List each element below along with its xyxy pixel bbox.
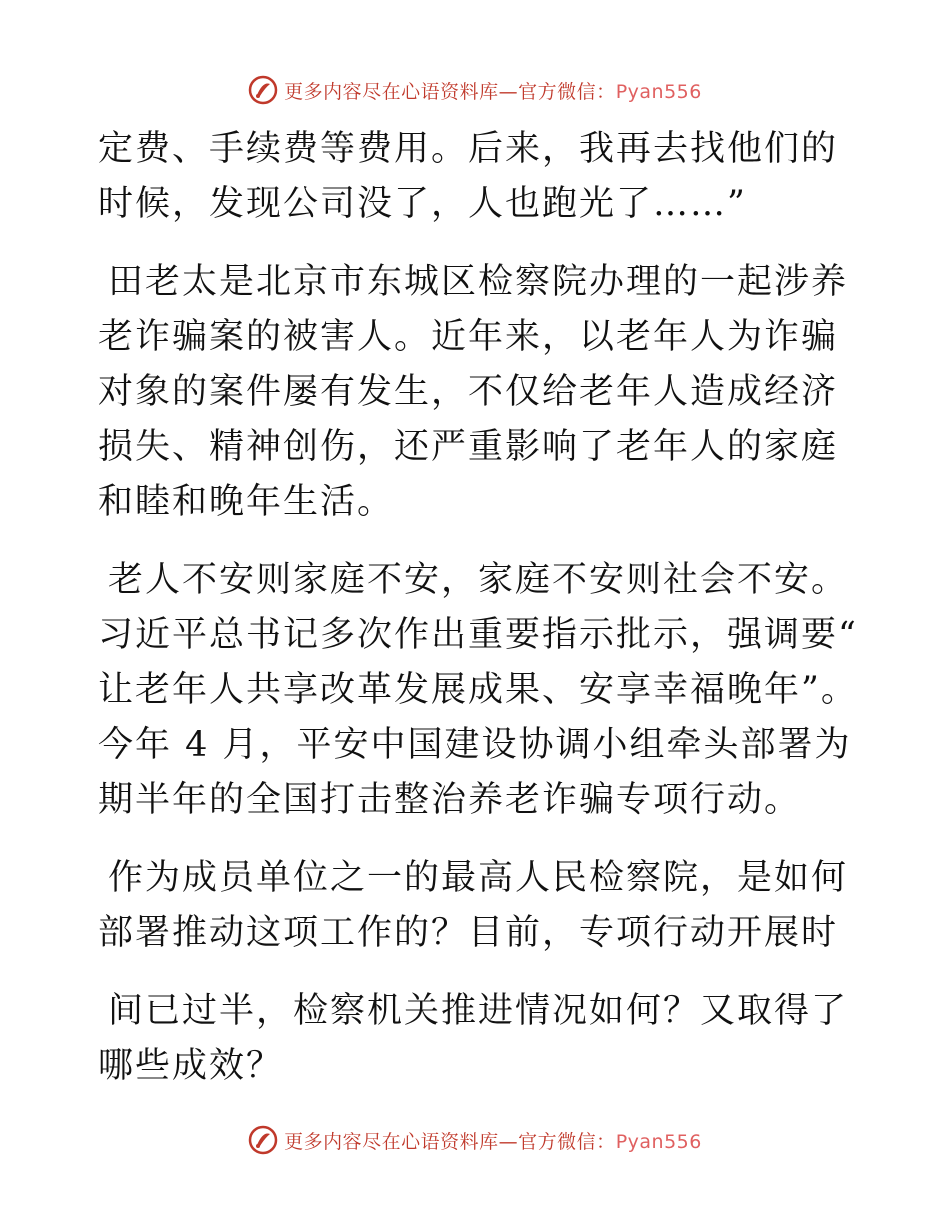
paragraph-3: 老人不安则家庭不安，家庭不安则社会不安。习近平总书记多次作出重要指示批示，强调要“ 让老年人共享改革发展成果、安享幸福晚年”。今年 4 月，平安中国建设协调小组牵头部署为期半年的全国打击整治养老诈骗专项行动。 — [98, 560, 858, 820]
document-body — [98, 122, 858, 1117]
footer-logo-text: 更多内容尽在心语资料库 — [284, 1130, 499, 1153]
header-wechat-label: 官方微信： — [518, 80, 616, 103]
footer-wechat-label: 官方微信： — [518, 1130, 616, 1153]
footer-separator: — — [498, 1130, 519, 1153]
header-wechat-id: Pyan556 — [615, 80, 702, 103]
paragraph-5: 间已过半，检察机关推进情况如何？又取得了哪些成效？ — [98, 991, 849, 1086]
paragraph-2: 田老太是北京市东城区检察院办理的一起涉养老诈骗案的被害人。近年来，以老年人为诈骗对象的案件屡有发生，不仅给老年人造成经济损失、精神创伤，还严重影响了老年人的家庭和睦和晚年生活。 — [98, 262, 849, 522]
header-logo-text: 更多内容尽在心语资料库 — [284, 80, 499, 103]
footer-banner — [0, 1120, 950, 1160]
brand-logo-icon — [248, 1125, 278, 1155]
brand-logo-icon — [248, 75, 278, 105]
header-banner-text — [284, 77, 702, 104]
header-banner — [0, 70, 950, 110]
footer-wechat-id: Pyan556 — [615, 1130, 702, 1153]
footer-banner-text — [284, 1127, 702, 1154]
header-separator: — — [498, 80, 519, 103]
paragraph-1: 定费、手续费等费用。后来，我再去找他们的时候，发现公司没了，人也跑光了……” — [98, 129, 839, 224]
paragraph-4: 作为成员单位之一的最高人民检察院，是如何部署推动这项工作的？目前，专项行动开展时 — [98, 858, 849, 953]
